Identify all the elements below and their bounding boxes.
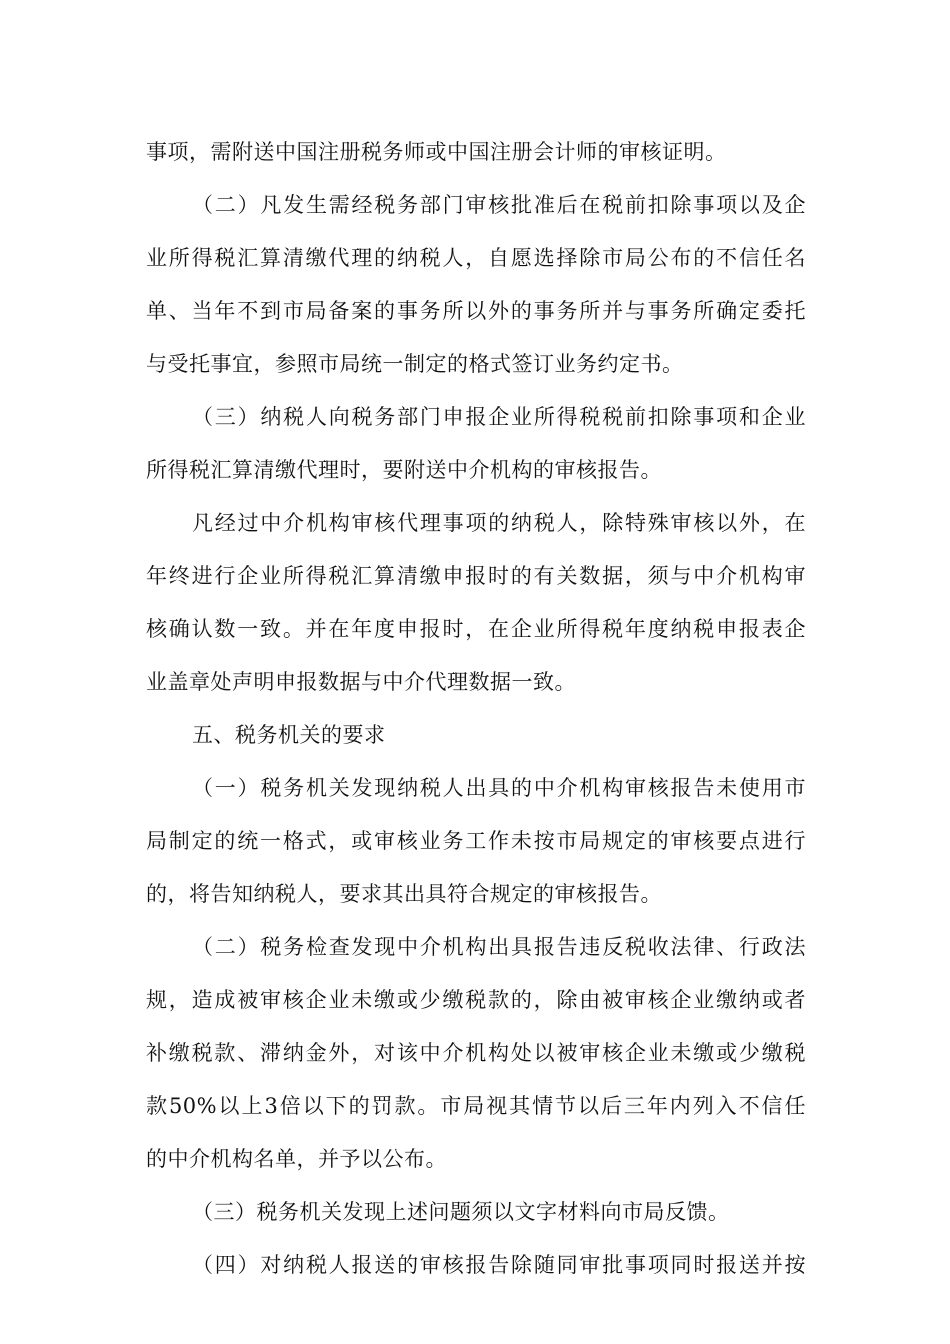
paragraph-line: 核确认数一致。并在年度申报时，在企业所得税年度纳税申报表企 — [146, 617, 806, 641]
paragraph-line: 业所得税汇算清缴代理的纳税人，自愿选择除市局公布的不信任名 — [146, 246, 806, 270]
paragraph-line: 款50%以上3倍以下的罚款。市局视其情节以后三年内列入不信任 — [146, 1094, 806, 1118]
paragraph-line: 业盖章处声明申报数据与中介代理数据一致。 — [146, 670, 576, 694]
paragraph-line: （一）税务机关发现纳税人出具的中介机构审核报告未使用市 — [192, 776, 806, 800]
paragraph-line: （二）凡发生需经税务部门审核批准后在税前扣除事项以及企 — [192, 193, 806, 217]
paragraph-line: 单、当年不到市局备案的事务所以外的事务所并与事务所确定委托 — [146, 299, 806, 323]
paragraph-line: 事项，需附送中国注册税务师或中国注册会计师的审核证明。 — [146, 140, 727, 164]
paragraph-line: 补缴税款、滞纳金外，对该中介机构处以被审核企业未缴或少缴税 — [146, 1041, 806, 1065]
paragraph-line: 局制定的统一格式，或审核业务工作未按市局规定的审核要点进行 — [146, 829, 806, 853]
paragraph-line: 凡经过中介机构审核代理事项的纳税人，除特殊审核以外，在 — [192, 511, 806, 535]
paragraph-line: （三）税务机关发现上述问题须以文字材料向市局反馈。 — [192, 1200, 730, 1224]
paragraph-line: （三）纳税人向税务部门申报企业所得税税前扣除事项和企业 — [192, 405, 806, 429]
section-heading: 五、税务机关的要求 — [192, 723, 386, 747]
paragraph-line: 所得税汇算清缴代理时，要附送中介机构的审核报告。 — [146, 458, 662, 482]
paragraph-line: 规，造成被审核企业未缴或少缴税款的，除由被审核企业缴纳或者 — [146, 988, 806, 1012]
paragraph-line: （二）税务检查发现中介机构出具报告违反税收法律、行政法 — [192, 935, 806, 959]
paragraph-line: 的中介机构名单，并予以公布。 — [146, 1147, 447, 1171]
paragraph-line: 与受托事宜，参照市局统一制定的格式签订业务约定书。 — [146, 352, 684, 376]
paragraph-line: （四）对纳税人报送的审核报告除随同审批事项同时报送并按 — [192, 1253, 806, 1277]
paragraph-line: 的，将告知纳税人，要求其出具符合规定的审核报告。 — [146, 882, 662, 906]
paragraph-line: 年终进行企业所得税汇算清缴申报时的有关数据，须与中介机构审 — [146, 564, 806, 588]
